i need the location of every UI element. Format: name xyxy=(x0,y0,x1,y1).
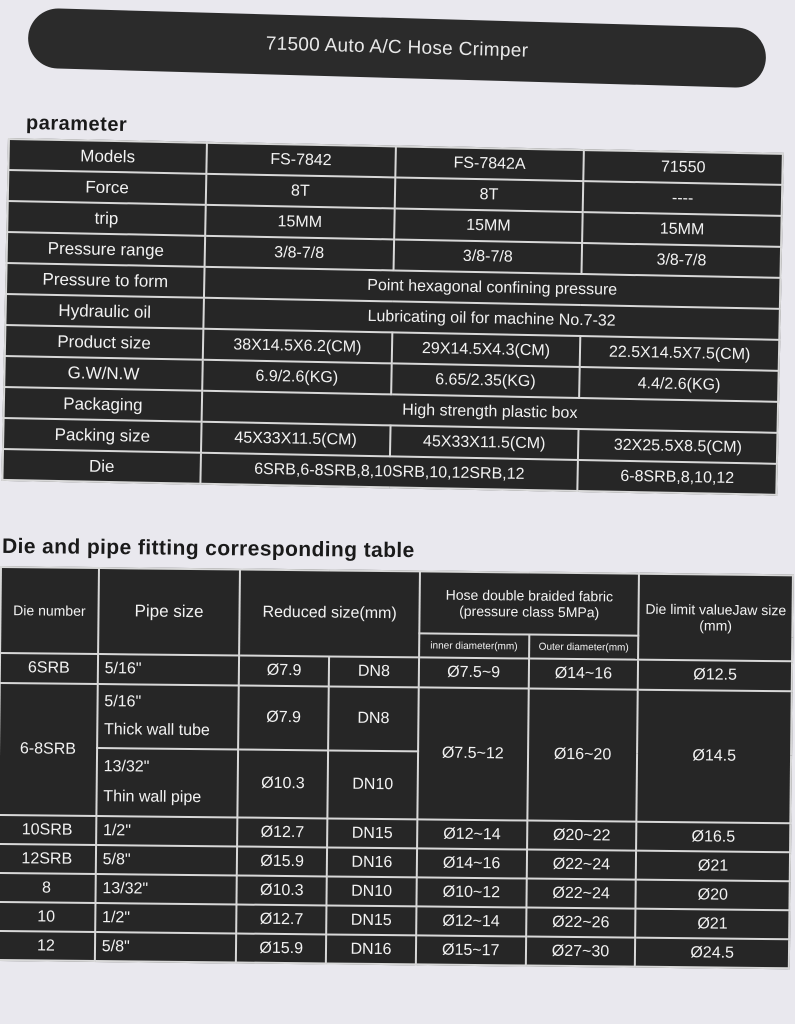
parameter-value: 15MM xyxy=(205,205,394,240)
cell-inner: Ø10~12 xyxy=(416,877,526,907)
cell-reduced: Ø7.9 xyxy=(239,656,329,687)
cell-die: 6SRB xyxy=(0,653,98,684)
parameter-value: 8T xyxy=(394,177,583,212)
parameter-label: Pressure to form xyxy=(6,263,205,298)
parameter-label: trip xyxy=(7,201,206,236)
cell-reduced: Ø7.9 xyxy=(238,686,328,751)
header-limit: Die limit valueJaw size (mm) xyxy=(638,574,792,662)
cell-die: 6-8SRB xyxy=(0,683,98,816)
parameter-value: High strength plastic box xyxy=(202,391,778,433)
cell-outer: Ø14~16 xyxy=(528,659,638,690)
cell-reduced: Ø10.3 xyxy=(237,875,327,905)
cell-limit: Ø16.5 xyxy=(636,822,790,853)
cell-dn: DN8 xyxy=(328,686,418,751)
parameter-value: 45X33X11.5(CM) xyxy=(201,422,390,457)
cell-reduced: Ø10.3 xyxy=(238,750,328,819)
cell-die: 10SRB xyxy=(0,815,96,845)
cell-reduced: Ø15.9 xyxy=(237,847,327,877)
header-inner: inner diameter(mm) xyxy=(419,633,529,658)
die-table-heading: Die and pipe fitting corresponding table xyxy=(1,534,415,563)
parameter-value: 6-8SRB,8,10,12 xyxy=(578,460,777,495)
parameter-label: Packing size xyxy=(3,418,202,453)
parameter-label: G.W/N.W xyxy=(4,356,203,391)
parameter-value: 6.9/2.6(KG) xyxy=(202,360,391,395)
cell-inner: Ø15~17 xyxy=(416,935,526,965)
parameter-value: 71550 xyxy=(584,150,783,185)
parameter-value: 3/8-7/8 xyxy=(393,239,582,274)
cell-outer: Ø20~22 xyxy=(527,821,637,851)
header-reduced-size: Reduced size(mm) xyxy=(239,570,419,658)
parameter-value: 45X33X11.5(CM) xyxy=(390,425,579,460)
cell-inner: Ø12~14 xyxy=(417,819,527,849)
parameter-label: Hydraulic oil xyxy=(5,294,204,329)
parameter-table xyxy=(1,138,783,496)
cell-inner: Ø7.5~9 xyxy=(419,657,529,688)
parameter-value: Point hexagonal confining pressure xyxy=(204,267,780,309)
pipe-size-value: 5/16" xyxy=(104,693,142,711)
title-banner xyxy=(27,8,766,89)
cell-limit: Ø21 xyxy=(636,851,790,882)
cell-dn: DN15 xyxy=(326,905,416,935)
parameter-value: 29X14.5X4.3(CM) xyxy=(391,332,580,367)
cell-limit: Ø21 xyxy=(636,909,790,940)
parameter-heading: parameter xyxy=(25,111,128,137)
parameter-value: ---- xyxy=(583,181,782,216)
parameter-label: Force xyxy=(8,170,207,205)
parameter-label: Packaging xyxy=(4,387,203,422)
parameter-value: 15MM xyxy=(582,212,781,247)
cell-die: 8 xyxy=(0,873,96,903)
parameter-value: 15MM xyxy=(394,208,583,243)
parameter-value: 38X14.5X6.2(CM) xyxy=(203,329,392,364)
parameter-value: Lubricating oil for machine No.7-32 xyxy=(203,298,779,340)
header-hose: Hose double braided fabric (pressure class 5MPa) xyxy=(419,571,639,635)
header-outer: Outer diameter(mm) xyxy=(529,635,639,660)
cell-pipe: 1/2" xyxy=(96,816,238,846)
die-table xyxy=(0,566,794,969)
parameter-value: 3/8-7/8 xyxy=(205,236,394,271)
header-die-number: Die number xyxy=(0,567,99,654)
die-table-wrap xyxy=(0,566,794,969)
cell-outer: Ø22~26 xyxy=(526,908,636,938)
parameter-label: Models xyxy=(8,139,207,174)
parameter-value: 32X25.5X8.5(CM) xyxy=(578,429,777,464)
parameter-value: 3/8-7/8 xyxy=(582,243,781,278)
parameter-value: 6.65/2.35(KG) xyxy=(391,363,580,398)
cell-die: 12SRB xyxy=(0,844,96,874)
parameter-value: 4.4/2.6(KG) xyxy=(579,367,778,402)
cell-outer: Ø22~24 xyxy=(526,879,636,909)
cell-pipe: 1/2" xyxy=(95,903,237,933)
cell-outer: Ø27~30 xyxy=(525,937,635,967)
cell-pipe: 5/8" xyxy=(95,932,237,962)
cell-pipe: 5/16" xyxy=(98,654,240,685)
parameter-value: 6SRB,6-8SRB,8,10SRB,10,12SRB,12 xyxy=(200,453,578,491)
table-header-row xyxy=(0,567,793,637)
cell-dn: DN8 xyxy=(329,656,419,687)
parameter-table-wrap xyxy=(1,138,783,496)
cell-dn: DN10 xyxy=(327,876,417,906)
parameter-label: Die xyxy=(2,449,201,484)
pipe-wall-note: Thick wall tube xyxy=(103,721,210,740)
parameter-label: Pressure range xyxy=(7,232,206,267)
parameter-value: 22.5X14.5X7.5(CM) xyxy=(580,336,779,371)
header-pipe-size: Pipe size xyxy=(98,568,240,655)
cell-reduced: Ø12.7 xyxy=(236,904,326,934)
cell-inner: Ø14~16 xyxy=(417,848,527,878)
cell-outer: Ø22~24 xyxy=(526,850,636,880)
page-title: 71500 Auto A/C Hose Crimper xyxy=(265,33,529,62)
cell-inner: Ø7.5~12 xyxy=(417,687,528,820)
cell-pipe: 13/32" xyxy=(95,874,237,904)
cell-limit: Ø20 xyxy=(636,880,790,911)
pipe-size-value: 13/32" xyxy=(103,758,150,776)
cell-reduced: Ø12.7 xyxy=(237,818,327,848)
cell-pipe: 5/8" xyxy=(96,845,238,875)
cell-pipe xyxy=(97,684,239,749)
parameter-value: 8T xyxy=(206,174,395,209)
parameter-value: FS-7842A xyxy=(395,146,584,181)
cell-die: 10 xyxy=(0,902,95,932)
cell-dn: DN16 xyxy=(327,847,417,877)
cell-pipe xyxy=(96,748,238,817)
cell-dn: DN16 xyxy=(326,934,416,964)
cell-dn: DN15 xyxy=(327,818,417,848)
parameter-label: Product size xyxy=(5,325,204,360)
cell-dn: DN10 xyxy=(327,750,417,819)
cell-limit: Ø14.5 xyxy=(637,690,792,824)
cell-limit: Ø12.5 xyxy=(638,660,792,692)
cell-limit: Ø24.5 xyxy=(635,938,789,969)
cell-outer: Ø16~20 xyxy=(527,689,638,822)
table-row xyxy=(0,683,792,755)
pipe-wall-note: Thin wall pipe xyxy=(103,788,202,807)
cell-inner: Ø12~14 xyxy=(416,906,526,936)
parameter-value: FS-7842 xyxy=(206,143,395,178)
cell-die: 12 xyxy=(0,931,95,961)
cell-reduced: Ø15.9 xyxy=(236,933,326,963)
